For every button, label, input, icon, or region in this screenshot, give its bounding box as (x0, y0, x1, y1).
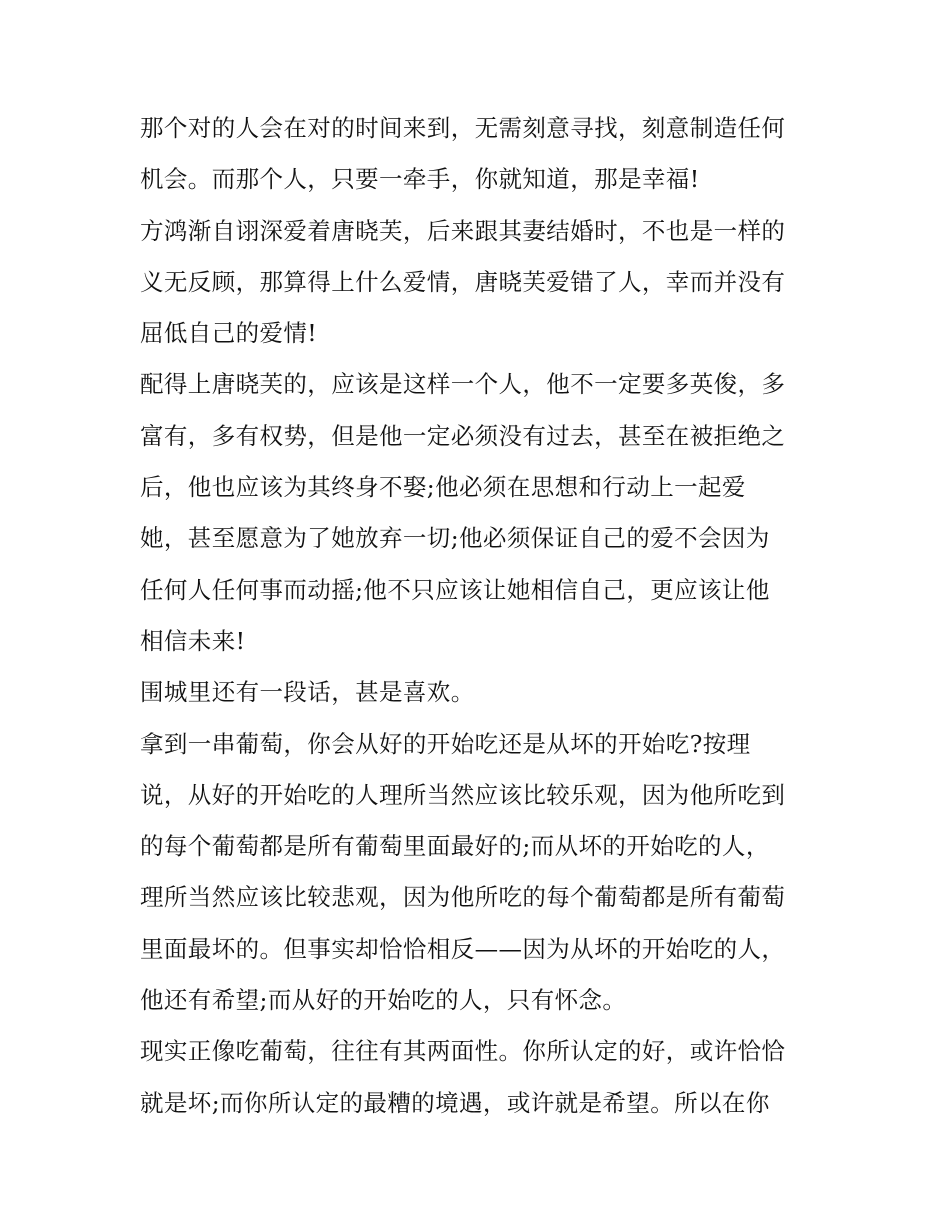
text-line: 屈低自己的爱情! (140, 319, 318, 348)
text-line: 就是坏;而你所认定的最糟的境遇，或许就是希望。所以在你 (140, 1088, 770, 1117)
text-line: 说，从好的开始吃的人理所当然应该比较乐观，因为他所吃到 (140, 780, 786, 809)
text-line: 理所当然应该比较悲观，因为他所吃的每个葡萄都是所有葡萄 (140, 883, 786, 912)
text-line: 任何人任何事而动摇;他不只应该让她相信自己，更应该让他 (140, 575, 770, 604)
text-line: 相信未来! (140, 626, 246, 655)
text-line: 他还有希望;而从好的开始吃的人，只有怀念。 (140, 986, 627, 1015)
text-line: 现实正像吃葡萄，往往有其两面性。你所认定的好，或许恰恰 (140, 1037, 786, 1066)
document-body (140, 103, 820, 1129)
text-line: 围城里还有一段话，甚是喜欢。 (140, 678, 475, 707)
text-line: 后，他也应该为其终身不娶;他必须在思想和行动上一起爱 (140, 473, 746, 502)
text-line: 富有，多有权势，但是他一定必须没有过去，甚至在被拒绝之 (140, 421, 786, 450)
text-line: 机会。而那个人，只要一牵手，你就知道，那是幸福! (140, 165, 700, 194)
text-line: 那个对的人会在对的时间来到，无需刻意寻找，刻意制造任何 (140, 114, 786, 142)
text-line: 义无反顾，那算得上什么爱情，唐晓芙爱错了人，幸而并没有 (140, 267, 786, 296)
text-line: 她，甚至愿意为了她放弃一切;他必须保证自己的爱不会因为 (140, 524, 770, 553)
text-line: 拿到一串葡萄，你会从好的开始吃还是从坏的开始吃?按理 (140, 729, 751, 758)
text-line: 里面最坏的。但事实却恰恰相反——因为从坏的开始吃的人， (140, 934, 786, 963)
text-line: 配得上唐晓芙的，应该是这样一个人，他不一定要多英俊，多 (140, 370, 786, 399)
text-line: 的每个葡萄都是所有葡萄里面最好的;而从坏的开始吃的人， (140, 832, 770, 861)
text-line: 方鸿渐自诩深爱着唐晓芙，后来跟其妻结婚时，不也是一样的 (140, 216, 786, 245)
